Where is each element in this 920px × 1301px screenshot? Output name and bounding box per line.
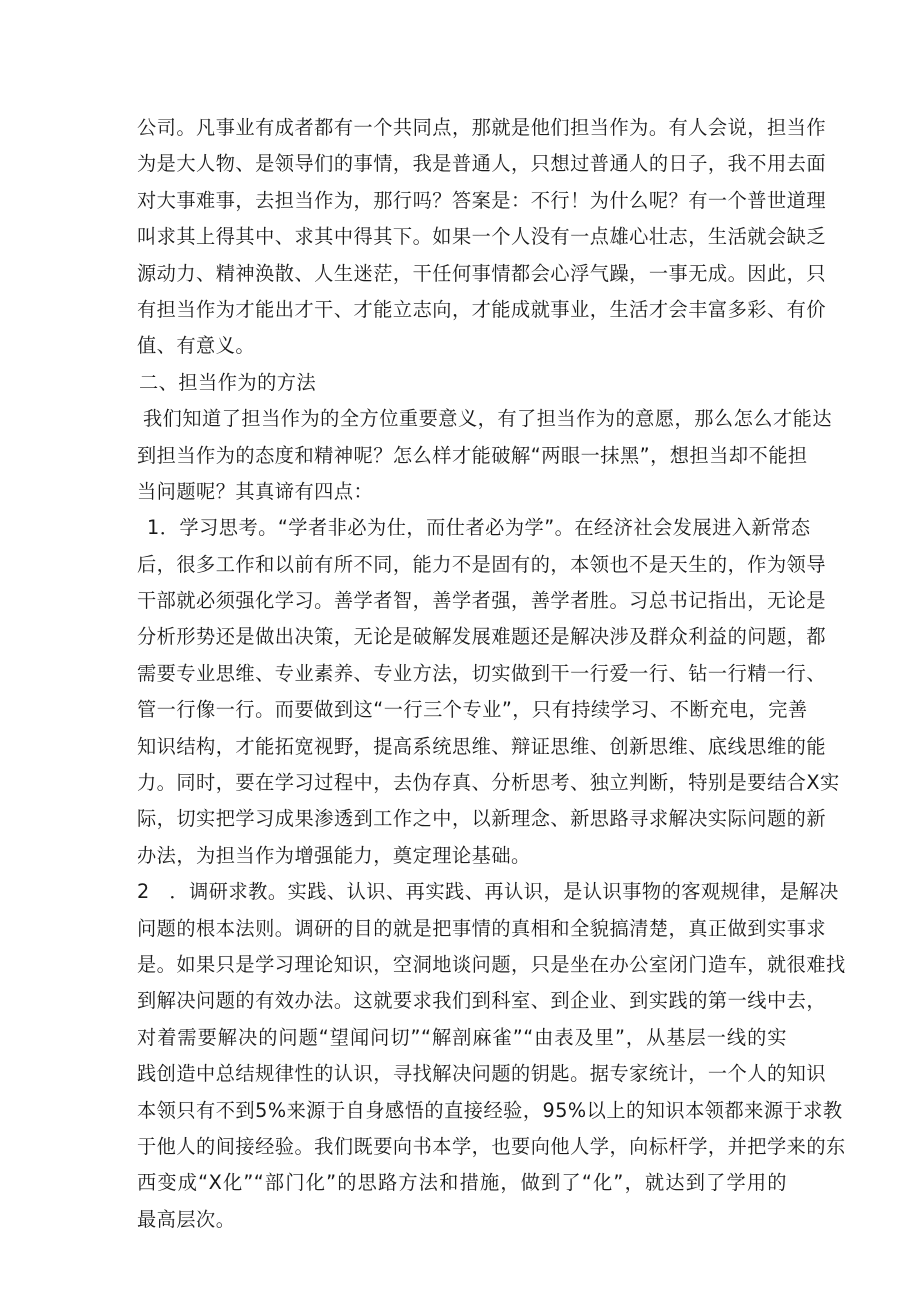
text-line: 干部就必须强化学习。善学者智，善学者强，善学者胜。习总书记指出，无论是 [137, 589, 827, 613]
text-line: 到担当作为的态度和精神呢？怎么样才能破解“两眼一抹黑”，想担当却不能担 [137, 443, 808, 467]
list-item-study [137, 510, 840, 874]
text-line: 西变成“X化”“部门化”的思路方法和措施，做到了“化”，就达到了学用的 [137, 1171, 787, 1195]
section-heading: 二、担当作为的方法 [139, 370, 317, 394]
text-line: 于他人的间接经验。我们既要向书本学，也要向他人学，向标杆学，并把学来的东 [137, 1134, 846, 1158]
document-body [137, 110, 846, 1238]
text-line: 是。如果只是学习理论知识，空洞地谈问题，只是坐在办公室闭门造车，就很难找 [137, 952, 846, 976]
text-line: 2 ．调研求教。实践、认识、再实践、再认识，是认识事物的客观规律，是解决 [137, 880, 839, 904]
text-line: 际，切实把学习成果渗透到工作之中，以新理念、新思路寻求解决实际问题的新 [137, 807, 827, 831]
paragraph-methods [137, 401, 833, 510]
text-line: 公司。凡事业有成者都有一个共同点，那就是他们担当作为。有人会说，担当作 [137, 116, 827, 139]
text-line: 后，很多工作和以前有所不同，能力不是固有的，本领也不是天生的，作为领导 [137, 552, 827, 576]
text-line: 1．学习思考。“学者非必为仕，而仕者必为学”。在经济社会发展进入新常态 [147, 516, 811, 540]
text-line: 对着需要解决的问题“望闻问切”“解剖麻雀”“由表及里”，从基层一线的实 [137, 1025, 787, 1049]
text-line: 力。同时，要在学习过程中，去伪存真、分析思考、独立判断，特别是要结合X实 [137, 771, 840, 795]
text-line: 践创造中总结规律性的认识，寻找解决问题的钥匙。据专家统计，一个人的知识 [137, 1062, 827, 1086]
text-line: 我们知道了担当作为的全方位重要意义，有了担当作为的意愿，那么怎么才能达 [143, 407, 833, 431]
text-line: 到解决问题的有效办法。这就要求我们到科室、到企业、到实践的第一线中去， [137, 989, 827, 1013]
text-line: 问题的根本法则。调研的目的就是把事情的真相和全貌搞清楚，真正做到实事求 [137, 916, 827, 940]
text-line: 本领只有不到5%来源于自身感悟的直接经验，95%以上的知识本领都来源于求教 [137, 1098, 843, 1122]
paragraph-intro [137, 110, 827, 365]
text-line: 分析形势还是做出决策，无论是破解发展难题还是解决涉及群众利益的问题，都 [137, 625, 827, 649]
text-line: 为是大人物、是领导们的事情，我是普通人，只想过普通人的日子，我不用去面 [137, 152, 827, 176]
text-line: 当问题呢？其真谛有四点： [137, 479, 374, 503]
text-line: 值、有意义。 [137, 334, 256, 358]
text-line: 管一行像一行。而要做到这“一行三个专业”，只有持续学习、不断充电，完善 [137, 698, 808, 722]
text-line: 办法，为担当作为增强能力，奠定理论基础。 [137, 843, 531, 867]
text-line: 对大事难事，去担当作为，那行吗？答案是：不行！为什么呢？有一个普世道理 [137, 188, 827, 212]
text-line: 需要专业思维、专业素养、专业方法，切实做到干一行爱一行、钻一行精一行、 [137, 661, 827, 685]
list-item-research [137, 874, 846, 1238]
text-line: 源动力、精神涣散、人生迷茫，干任何事情都会心浮气躁，一事无成。因此，只 [137, 261, 827, 285]
text-line: 知识结构，才能拓宽视野，提高系统思维、辩证思维、创新思维、底线思维的能 [137, 734, 827, 758]
text-line: 有担当作为才能出才干、才能立志向，才能成就事业，生活才会丰富多彩、有价 [137, 297, 827, 321]
text-line: 叫求其上得其中、求其中得其下。如果一个人没有一点雄心壮志，生活就会缺乏 [137, 225, 827, 249]
text-line: 最高层次。 [137, 1207, 236, 1231]
